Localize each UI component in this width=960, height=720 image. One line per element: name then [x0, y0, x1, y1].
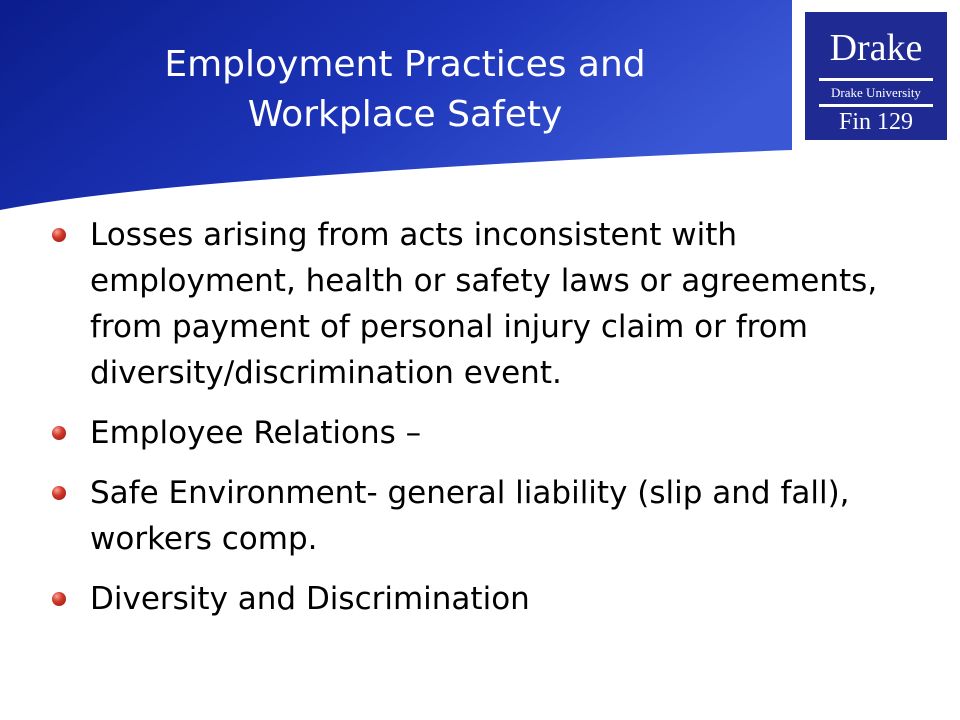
bullet-text: Employee Relations – — [90, 415, 422, 451]
bullet-dot-icon — [52, 486, 66, 500]
slide-title — [100, 40, 710, 140]
title-line-1: Employment Practices and — [164, 44, 646, 85]
bullet-dot-icon — [52, 426, 66, 440]
bullet-item — [52, 576, 912, 622]
bullet-dot-icon — [52, 228, 66, 242]
bullet-text: Diversity and Discrimination — [90, 581, 530, 617]
logo-wordmark: Drake — [829, 27, 923, 69]
bullet-item — [52, 470, 912, 562]
title-line-2: Workplace Safety — [247, 94, 563, 135]
bullet-item — [52, 212, 912, 396]
logo-divider-bottom — [819, 104, 933, 107]
bullet-text: Safe Environment- general liability (slip and fall), workers comp. — [90, 475, 850, 557]
drake-logo — [805, 12, 947, 140]
bullet-dot-icon — [52, 592, 66, 606]
bullet-item — [52, 410, 912, 456]
logo-course: Fin 129 — [838, 109, 913, 135]
logo-university: Drake University — [831, 85, 921, 100]
bullet-text: Losses arising from acts inconsistent with employment, health or safety laws or agreements, from payment of personal injury claim or from diversity/discrimination event. — [90, 217, 878, 391]
bullet-list — [52, 212, 912, 636]
logo-divider-top — [819, 78, 933, 81]
